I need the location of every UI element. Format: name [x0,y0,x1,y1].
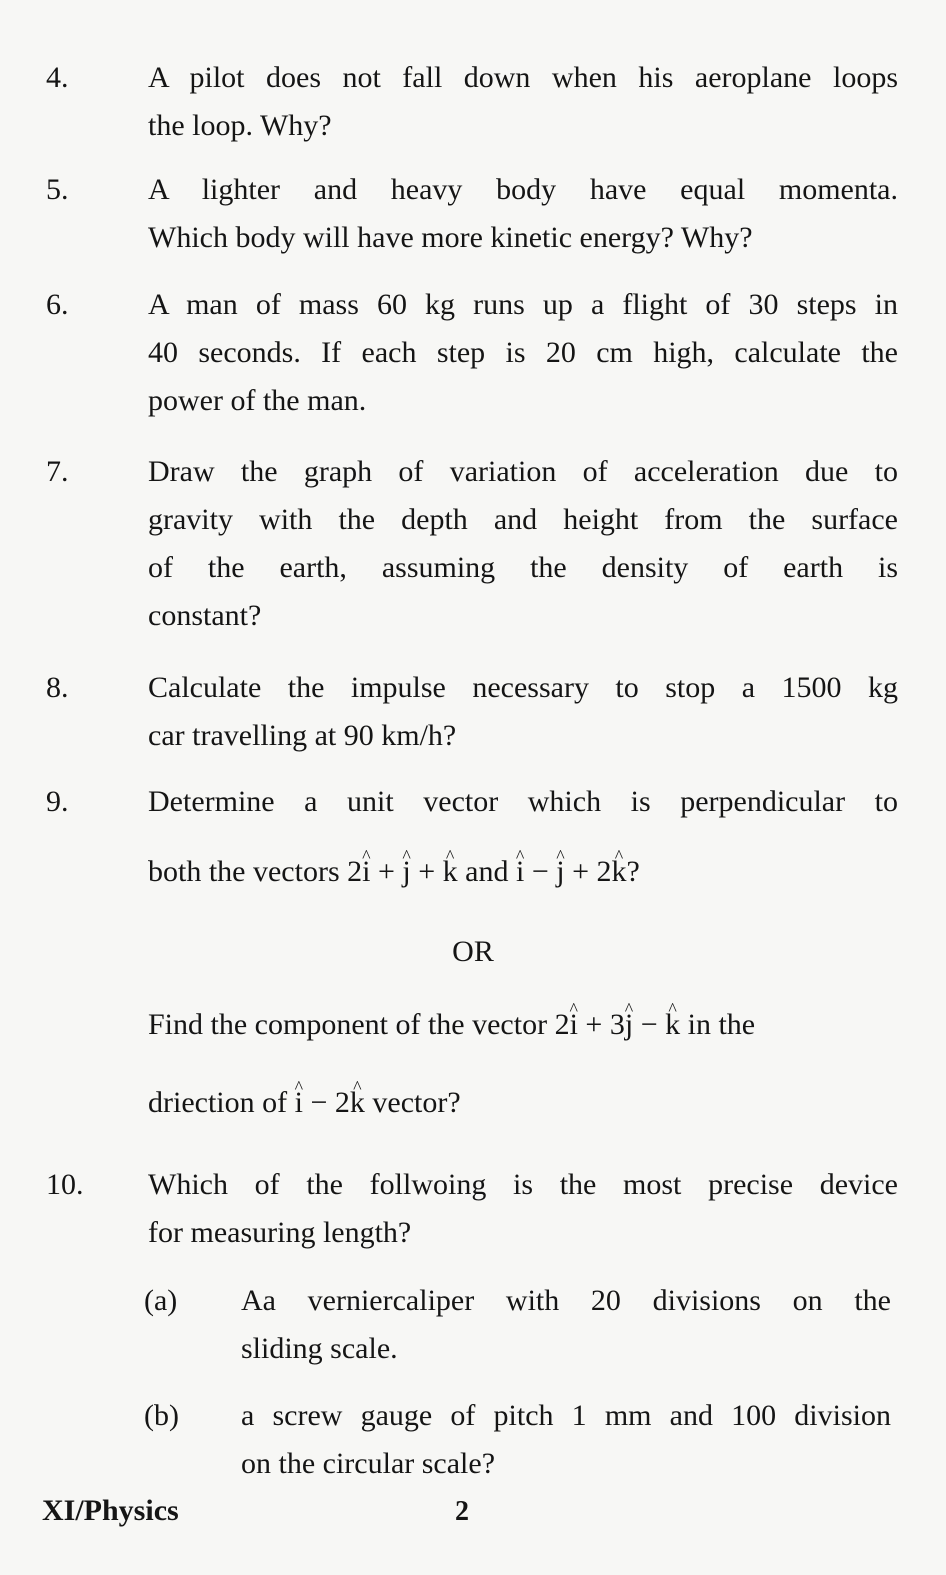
option-line: on the circular scale? [241,1447,496,1480]
footer-subject: XI/Physics [42,1494,179,1527]
operator: + [572,855,590,888]
and-word: and [465,855,509,888]
question-line-vector [148,1001,898,1049]
question-line: power of the man. [148,384,367,417]
unit-vector-k: ^ k [612,848,627,896]
question-text [148,166,898,262]
unit-vector-j: ^ j [625,1001,633,1049]
question-line-direction [148,1079,898,1127]
question-text [148,1161,898,1257]
page-number: 2 [455,1496,469,1527]
coefficient: 3 [609,1008,625,1041]
unit-vector-k: ^ k [665,1001,680,1049]
unit-vector-i: ^ i [295,1079,303,1127]
question-text [148,664,898,760]
operator: − [531,855,549,888]
vector-a [347,855,465,888]
vector-c [555,1008,688,1041]
question-number: 4. [46,61,69,94]
unit-vector-k: ^ k [350,1079,365,1127]
question-line: gravity with the depth and height from the surface [148,503,898,536]
question-line: A lighter and heavy body have equal momenta. [148,173,898,206]
vectors-prefix: both the vectors [148,855,340,888]
question-line: Determine a unit vector which is perpendicular to [148,785,898,818]
option-line: a screw gauge of pitch 1 mm and 100 division [241,1399,891,1432]
question-number: 5. [46,173,69,206]
coefficient: 2 [596,855,612,888]
question-line-vectors [148,848,898,896]
coefficient: 2 [334,1086,350,1119]
operator: + [585,1008,603,1041]
coefficient: 2 [347,855,363,888]
option-line: sliding scale. [241,1332,398,1365]
direction-prefix: driection of [148,1086,288,1119]
operator: + [418,855,436,888]
question-line: constant? [148,599,262,632]
operator: + [377,855,395,888]
question-line: Draw the graph of variation of acceleration due to [148,455,898,488]
vector-d [295,1086,373,1119]
question-line: Calculate the impulse necessary to stop a 1500 kg [148,671,898,704]
question-text [148,778,898,896]
question-text [148,1001,898,1127]
operator: − [310,1086,328,1119]
question-text [148,54,898,150]
question-line: of the earth, assuming the density of earth is [148,551,898,584]
option-label: (b) [144,1399,179,1432]
question-number: 6. [46,288,69,321]
question-line: Which body will have more kinetic energy? Why? [148,221,753,254]
question-line: the loop. Why? [148,109,332,142]
unit-vector-j: ^ j [556,848,564,896]
coefficient: 2 [554,1008,570,1041]
unit-vector-i: ^ i [516,848,524,896]
question-line: car travelling at 90 km/h? [148,719,457,752]
question-line: 40 seconds. If each step is 20 cm high, calculate the [148,336,898,369]
unit-vector-k: ^ k [443,848,458,896]
option-line: Aa verniercaliper with 20 divisions on the [241,1284,891,1317]
option-text [241,1392,891,1488]
question-line: A man of mass 60 kg runs up a flight of 30 steps in [148,288,898,321]
unit-vector-i: ^ i [570,1001,578,1049]
question-text [148,281,898,425]
question-text [148,448,898,640]
question-number: 7. [46,455,69,488]
question-number: 10. [46,1168,84,1201]
alt-prefix: Find the component of the vector [148,1008,548,1041]
or-separator: OR [452,935,494,968]
vector-b [516,855,640,888]
question-mark: ? [626,855,640,888]
option-text [241,1277,891,1373]
direction-suffix: vector? [372,1086,461,1119]
unit-vector-i: ^ i [362,848,370,896]
operator: − [640,1008,658,1041]
alt-suffix: in the [687,1008,756,1041]
question-line: for measuring length? [148,1216,412,1249]
unit-vector-j: ^ j [402,848,410,896]
option-label: (a) [144,1284,178,1317]
question-line: Which of the follwoing is the most precise device [148,1168,898,1201]
question-number: 9. [46,785,69,818]
question-number: 8. [46,671,69,704]
question-line: A pilot does not fall down when his aeroplane loops [148,61,898,94]
